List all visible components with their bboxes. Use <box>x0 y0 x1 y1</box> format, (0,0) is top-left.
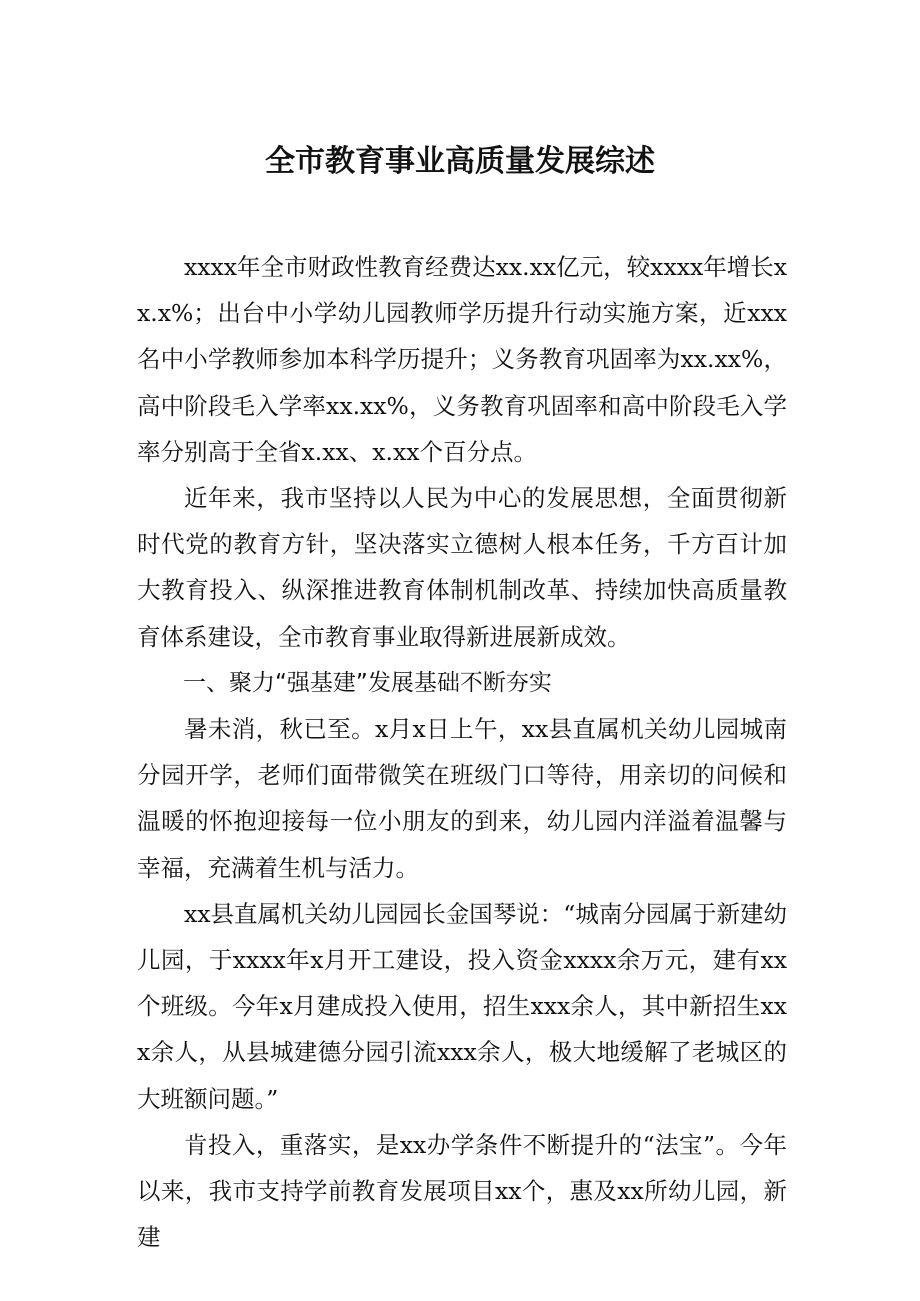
paragraph-investment: 肯投入，重落实，是xx办学条件不断提升的“法宝”。今年以来，我市支持学前教育发展项目xx个，惠及xx所幼儿园，新建 <box>137 1130 787 1252</box>
section-heading: 一、聚力“强基建”发展基础不断夯实 <box>183 669 552 696</box>
paragraph-overview: 近年来，我市坚持以人民为中心的发展思想，全面贯彻新时代党的教育方针，坚决落实立德树人根本任务，千方百计加大教育投入、纵深推进教育体制机制改革、持续加快高质量教育体系建设，全市教育事业取得新进展新成效。 <box>137 484 787 651</box>
paragraph-principal-quote: xx县直属机关幼儿园园长金国琴说：“城南分园属于新建幼儿园，于xxxx年x月开工建设，投入资金xxxx余万元，建有xx个班级。今年x月建成投入使用，招生xxx余人，其中新招生xxx余人，从县城建德分园引流xxx余人，极大地缓解了老城区的大班额问题。” <box>137 899 787 1113</box>
paragraph-funding: xxxx年全市财政性教育经费达xx.xx亿元，较xxxx年增长xx.x%；出台中小学幼儿园教师学历提升行动实施方案，近xxx名中小学教师参加本科学历提升；义务教育巩固率为xx.xx%，高中阶段毛入学率xx.xx%，义务教育巩固率和高中阶段毛入学率分别高于全省x.xx、x.xx个百分点。 <box>137 253 787 466</box>
paragraph-kindergarten-opening: 暑未消，秋已至。x月x日上午，xx县直属机关幼儿园城南分园开学，老师们面带微笑在班级门口等待，用亲切的问候和温暖的怀抱迎接每一位小朋友的到来，幼儿园内洋溢着温馨与幸福，充满着生机与活力。 <box>137 715 787 882</box>
document-body <box>137 244 787 1260</box>
document-title: 全市教育事业高质量发展综述 <box>265 144 655 179</box>
